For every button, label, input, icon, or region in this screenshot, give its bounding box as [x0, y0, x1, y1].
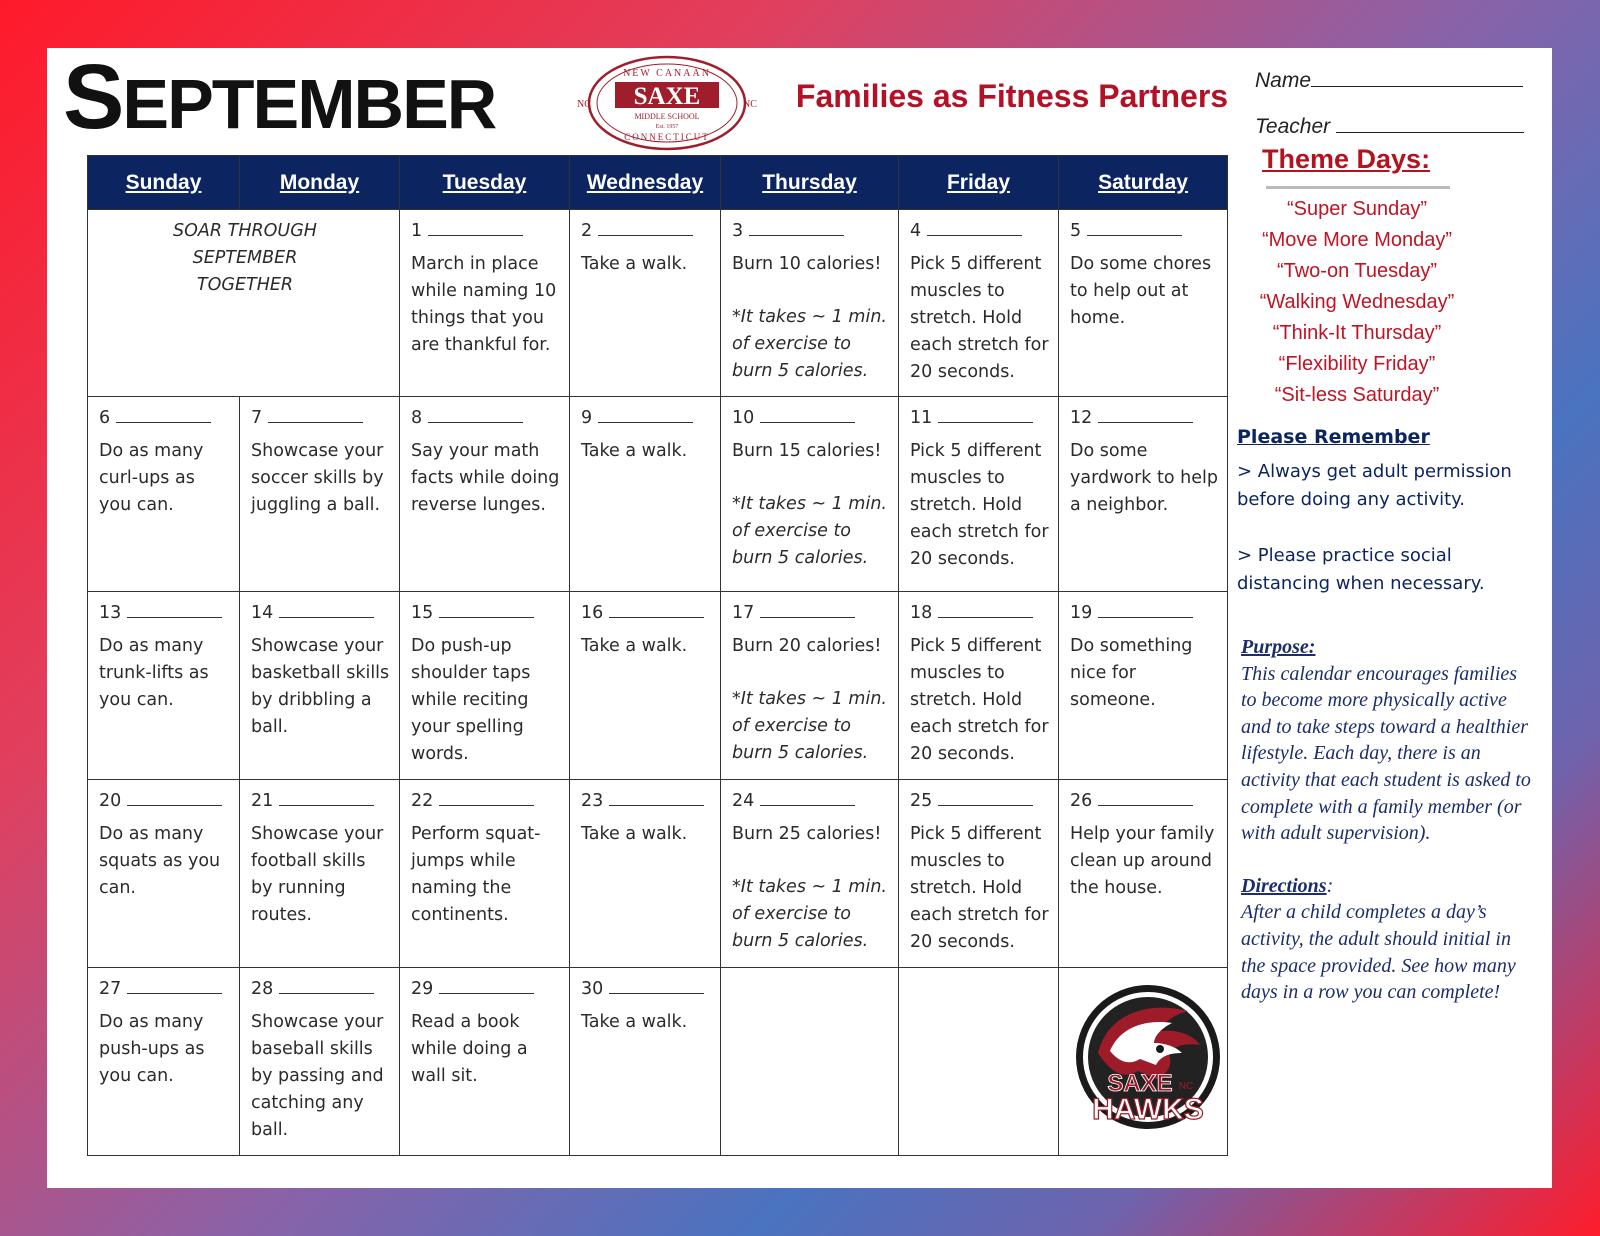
day-number: 19 — [1070, 603, 1093, 623]
seal-name: SAXE — [633, 83, 701, 110]
day-activity: Do something nice for someone. — [1070, 636, 1193, 710]
day-cell-20[interactable] — [88, 780, 240, 968]
initial-line[interactable] — [127, 788, 222, 806]
day-number: 6 — [99, 408, 111, 428]
day-number: 23 — [581, 791, 604, 811]
day-number: 20 — [99, 791, 122, 811]
day-cell-25[interactable] — [899, 780, 1059, 968]
weekday-header-row — [88, 156, 1228, 210]
title-rest: EPTEMBER — [122, 65, 496, 143]
day-number: 13 — [99, 603, 122, 623]
purpose-section — [1241, 634, 1537, 1006]
teacher-field[interactable] — [1255, 114, 1540, 139]
day-activity: Do as many squats as you can. — [99, 824, 221, 898]
banner-cell — [88, 210, 400, 397]
day-number: 25 — [910, 791, 933, 811]
day-cell-22[interactable] — [400, 780, 570, 968]
day-cell-23[interactable] — [570, 780, 721, 968]
day-cell-2[interactable] — [570, 210, 721, 397]
initial-line[interactable] — [609, 976, 704, 994]
day-cell-16[interactable] — [570, 592, 721, 780]
theme-item: “Move More Monday” — [1261, 229, 1453, 251]
day-cell-12[interactable] — [1059, 397, 1228, 592]
empty-cell — [721, 968, 899, 1156]
banner-line-1: SOAR THROUGH — [173, 221, 317, 241]
day-activity: Pick 5 different muscles to stretch. Hold each stretch for 20 seconds. — [910, 636, 1049, 764]
day-cell-19[interactable] — [1059, 592, 1228, 780]
day-number: 10 — [732, 408, 755, 428]
day-cell-14[interactable] — [240, 592, 400, 780]
day-cell-18[interactable] — [899, 592, 1059, 780]
calendar-sheet — [47, 48, 1552, 1188]
hawks-mascot-logo — [1068, 983, 1228, 1133]
day-activity: Read a book while doing a wall sit. — [411, 1012, 528, 1086]
week-row-3 — [88, 592, 1228, 780]
seal-side-right: NC — [743, 99, 757, 110]
day-activity: Take a walk. — [581, 441, 688, 461]
remember-heading: Please Remember — [1237, 426, 1430, 448]
day-activity: Do push-up shoulder taps while reciting your spelling words. — [411, 636, 531, 764]
initial-line[interactable] — [268, 405, 363, 423]
header-saturday: Saturday — [1059, 156, 1228, 210]
day-cell-7[interactable] — [240, 397, 400, 592]
day-number: 7 — [251, 408, 263, 428]
day-activity: Burn 15 calories! — [732, 441, 882, 461]
day-activity: Help your family clean up around the house. — [1070, 824, 1215, 898]
day-number: 9 — [581, 408, 593, 428]
day-activity: Do as many push-ups as you can. — [99, 1012, 205, 1086]
day-activity: Take a walk. — [581, 1012, 688, 1032]
day-activity: Perform squat-jumps while naming the continents. — [411, 824, 541, 925]
initial-line[interactable] — [609, 788, 704, 806]
teacher-label: Teacher — [1255, 115, 1331, 138]
day-activity: Do as many trunk-lifts as you can. — [99, 636, 209, 710]
banner-line-3: TOGETHER — [196, 275, 294, 295]
day-number: 18 — [910, 603, 933, 623]
name-line[interactable] — [1311, 68, 1523, 87]
day-number: 2 — [581, 221, 593, 241]
day-cell-1[interactable] — [400, 210, 570, 397]
initial-line[interactable] — [938, 600, 1033, 618]
initial-line[interactable] — [1098, 405, 1193, 423]
name-label: Name — [1255, 69, 1312, 92]
purpose-text: This calendar encourages families to become more physically active and to take steps toward a healthier lifestyle. Each day, there is an activity that each student is asked to complete with a family member (or with adult supervision). — [1241, 662, 1531, 845]
day-cell-15[interactable] — [400, 592, 570, 780]
remember-item-distancing: > Please practice social distancing when necessary. — [1237, 545, 1485, 594]
day-activity: Do some yardwork to help a neighbor. — [1070, 441, 1218, 515]
header-wednesday: Wednesday — [570, 156, 721, 210]
day-number: 1 — [411, 221, 423, 241]
seal-est: Est. 1957 — [655, 124, 679, 130]
initial-line[interactable] — [439, 600, 534, 618]
calorie-note: *It takes ~ 1 min. of exercise to burn 5 calories. — [732, 877, 887, 951]
day-cell-11[interactable] — [899, 397, 1059, 592]
day-cell-13[interactable] — [88, 592, 240, 780]
initial-line[interactable] — [927, 218, 1022, 236]
day-number: 3 — [732, 221, 744, 241]
day-cell-30[interactable] — [570, 968, 721, 1156]
day-cell-10[interactable] — [721, 397, 899, 592]
theme-item: “Walking Wednesday” — [1259, 291, 1455, 313]
initial-line[interactable] — [598, 405, 693, 423]
day-cell-3[interactable] — [721, 210, 899, 397]
header-tuesday: Tuesday — [400, 156, 570, 210]
day-activity: Do as many curl-ups as you can. — [99, 441, 204, 515]
logo-text-nc: NC — [1178, 1081, 1194, 1092]
day-activity: March in place while naming 10 things that you are thankful for. — [411, 254, 557, 355]
initial-line[interactable] — [428, 405, 523, 423]
day-number: 24 — [732, 791, 755, 811]
week-row-4 — [88, 780, 1228, 968]
initial-line[interactable] — [760, 405, 855, 423]
initial-line[interactable] — [760, 788, 855, 806]
purpose-heading: Purpose: — [1241, 636, 1316, 658]
day-number: 5 — [1070, 221, 1082, 241]
theme-item: “Two-on Tuesday” — [1276, 260, 1438, 282]
day-activity: Showcase your baseball skills by passing and catching any ball. — [251, 1012, 384, 1140]
initial-line[interactable] — [116, 405, 211, 423]
day-number: 14 — [251, 603, 274, 623]
day-cell-8[interactable] — [400, 397, 570, 592]
initial-line[interactable] — [428, 218, 523, 236]
seal-top-text: NEW CANAAN — [623, 68, 711, 79]
page-title — [63, 46, 496, 148]
day-activity: Showcase your football skills by running routes. — [251, 824, 384, 925]
week-row-1 — [88, 210, 1228, 397]
day-activity: Take a walk. — [581, 636, 688, 656]
theme-divider — [1266, 186, 1450, 189]
theme-item: “Sit-less Saturday” — [1274, 384, 1440, 406]
day-cell-24[interactable] — [721, 780, 899, 968]
initial-line[interactable] — [127, 600, 222, 618]
theme-days-heading: Theme Days: — [1262, 144, 1431, 174]
day-number: 29 — [411, 979, 434, 999]
day-activity: Burn 20 calories! — [732, 636, 882, 656]
day-activity: Burn 10 calories! — [732, 254, 882, 274]
logo-text-saxe: SAXE — [1107, 1070, 1173, 1097]
day-number: 21 — [251, 791, 274, 811]
initial-line[interactable] — [749, 218, 844, 236]
program-subtitle: Families as Fitness Partners — [795, 78, 1229, 114]
initial-line[interactable] — [1098, 788, 1193, 806]
calendar-grid — [87, 155, 1228, 1156]
day-cell-6[interactable] — [88, 397, 240, 592]
day-cell-9[interactable] — [570, 397, 721, 592]
calorie-note: *It takes ~ 1 min. of exercise to burn 5 calories. — [732, 307, 887, 381]
seal-bottom-text: CONNECTICUT — [624, 132, 710, 142]
day-number: 30 — [581, 979, 604, 999]
initial-line[interactable] — [439, 976, 534, 994]
day-cell-17[interactable] — [721, 592, 899, 780]
day-cell-26[interactable] — [1059, 780, 1228, 968]
day-number: 22 — [411, 791, 434, 811]
initial-line[interactable] — [279, 976, 374, 994]
header-thursday: Thursday — [721, 156, 899, 210]
initial-line[interactable] — [760, 600, 855, 618]
directions-colon: : — [1326, 874, 1334, 897]
day-cell-28[interactable] — [240, 968, 400, 1156]
day-number: 11 — [910, 408, 933, 428]
day-activity: Burn 25 calories! — [732, 824, 882, 844]
day-number: 27 — [99, 979, 122, 999]
initial-line[interactable] — [279, 600, 374, 618]
day-cell-5[interactable] — [1059, 210, 1228, 397]
empty-cell — [899, 968, 1059, 1156]
day-cell-27[interactable] — [88, 968, 240, 1156]
initial-line[interactable] — [609, 600, 704, 618]
initial-line[interactable] — [1098, 600, 1193, 618]
day-number: 16 — [581, 603, 604, 623]
header-sunday: Sunday — [88, 156, 240, 210]
day-activity: Pick 5 different muscles to stretch. Hold each stretch for 20 seconds. — [910, 824, 1049, 952]
day-cell-29[interactable] — [400, 968, 570, 1156]
day-activity: Showcase your soccer skills by juggling a ball. — [251, 441, 384, 515]
banner-line-2: SEPTEMBER — [192, 248, 298, 268]
week-row-5 — [88, 968, 1228, 1156]
initial-line[interactable] — [598, 218, 693, 236]
directions-heading: Directions — [1241, 874, 1327, 897]
day-number: 12 — [1070, 408, 1093, 428]
theme-item: “Think-It Thursday” — [1272, 322, 1442, 344]
theme-item: “Super Sunday” — [1286, 198, 1428, 220]
day-activity: Pick 5 different muscles to stretch. Hold each stretch for 20 seconds. — [910, 441, 1049, 569]
logo-text-hawks: HAWKS — [1092, 1093, 1204, 1126]
remember-item-permission: > Always get adult permission before doing any activity. — [1237, 461, 1512, 510]
seal-side-left: NC — [577, 99, 591, 110]
day-activity: Take a walk. — [581, 824, 688, 844]
initial-line[interactable] — [439, 788, 534, 806]
day-activity: Pick 5 different muscles to stretch. Hold each stretch for 20 seconds. — [910, 254, 1049, 382]
day-number: 28 — [251, 979, 274, 999]
initial-line[interactable] — [127, 976, 222, 994]
directions-text: After a child completes a day’s activity, the adult should initial in the space provided. See how many days in a row you can complete! — [1241, 901, 1516, 1004]
initial-line[interactable] — [1087, 218, 1182, 236]
day-number: 26 — [1070, 791, 1093, 811]
header-friday: Friday — [899, 156, 1059, 210]
day-activity: Say your math facts while doing reverse lunges. — [411, 441, 560, 515]
day-number: 15 — [411, 603, 434, 623]
day-number: 4 — [910, 221, 922, 241]
calorie-note: *It takes ~ 1 min. of exercise to burn 5 calories. — [732, 689, 887, 763]
title-initial: S — [63, 46, 123, 148]
day-cell-4[interactable] — [899, 210, 1059, 397]
name-field[interactable] — [1255, 68, 1540, 93]
seal-sub: MIDDLE SCHOOL — [634, 112, 700, 121]
calorie-note: *It takes ~ 1 min. of exercise to burn 5 calories. — [732, 494, 887, 568]
day-activity: Showcase your basketball skills by dribbling a ball. — [251, 636, 390, 737]
theme-days-list — [1237, 194, 1477, 411]
day-activity: Do some chores to help out at home. — [1070, 254, 1212, 328]
header-monday: Monday — [240, 156, 400, 210]
day-number: 8 — [411, 408, 423, 428]
day-activity: Take a walk. — [581, 254, 688, 274]
initial-line[interactable] — [938, 788, 1033, 806]
initial-line[interactable] — [279, 788, 374, 806]
teacher-line[interactable] — [1336, 114, 1524, 133]
day-number: 17 — [732, 603, 755, 623]
day-cell-21[interactable] — [240, 780, 400, 968]
theme-item: “Flexibility Friday” — [1278, 353, 1436, 375]
week-row-2 — [88, 397, 1228, 592]
initial-line[interactable] — [938, 405, 1033, 423]
